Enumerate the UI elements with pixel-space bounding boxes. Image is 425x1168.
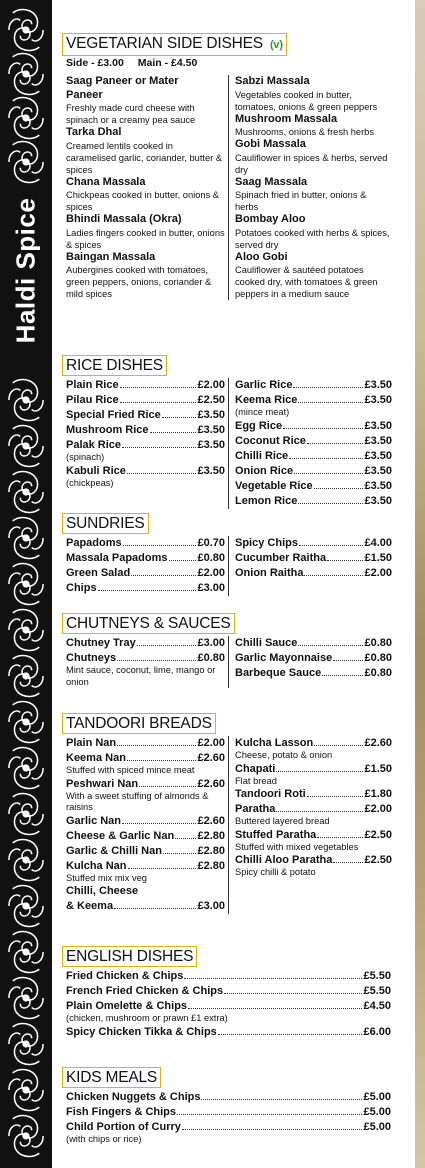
chutneys-left-column <box>62 636 225 688</box>
paisley-motif <box>9 747 43 788</box>
paisley-motif <box>9 839 43 880</box>
paisley-motif <box>9 9 43 50</box>
dot-leader <box>327 560 363 561</box>
dot-leader <box>317 837 363 838</box>
item-price: £2.80 <box>197 829 225 842</box>
dot-leader <box>184 978 362 979</box>
dot-leader <box>139 786 196 787</box>
item-price: £5.50 <box>363 985 391 997</box>
menu-item <box>235 494 392 509</box>
paisley-motif <box>9 1023 43 1064</box>
item-name: Plain Rice <box>66 379 119 391</box>
menu-item <box>66 566 225 581</box>
dot-leader <box>333 862 363 863</box>
item-name: Fish Fingers & Chips <box>66 1106 177 1118</box>
paisley-motif <box>9 1115 43 1156</box>
item-name: Onion Raitha <box>235 567 304 579</box>
dish-desc: Spinach fried in butter, onions & herbs <box>235 190 367 212</box>
item-note: Spicy chilli & potato <box>235 867 316 877</box>
item-price: £4.50 <box>363 1000 391 1012</box>
brand-name <box>0 170 52 370</box>
item-name: Palak Rice <box>66 439 122 451</box>
item-name: Kabuli Rice <box>66 464 126 477</box>
dot-leader <box>298 503 363 504</box>
item-price: £2.00 <box>364 803 392 815</box>
dish-name: Gobi Massala <box>235 138 306 150</box>
veg-prices <box>62 57 392 69</box>
item-name: Spicy Chicken Tikka & Chips <box>66 1025 217 1038</box>
item-name: Coconut Rice <box>235 434 306 447</box>
item-name: Plain Nan <box>66 737 117 749</box>
menu-item <box>66 536 225 551</box>
menu-item <box>66 899 225 914</box>
item-name: Chutneys <box>66 652 117 664</box>
menu-item <box>66 1120 391 1135</box>
item-note: Flat bread <box>235 775 277 786</box>
paisley-motif <box>9 655 43 696</box>
breads-right-column <box>228 736 392 914</box>
dish-name: Saag Paneer or Mater Paneer <box>66 75 179 101</box>
item-name: & Keema <box>66 900 114 912</box>
menu-item <box>235 419 392 434</box>
dish-desc: Aubergines cooked with tomatoes, green peppers, onions, coriander & mild spices <box>66 265 212 299</box>
dot-leader <box>131 575 196 576</box>
dot-leader <box>314 745 363 746</box>
item-price: £3.50 <box>364 419 392 432</box>
dot-leader <box>162 417 197 418</box>
item-price: £3.00 <box>197 637 225 649</box>
item-name: Tandoori Roti <box>235 788 306 800</box>
item-price: £3.50 <box>364 449 392 462</box>
item-name: Egg Rice <box>235 419 283 432</box>
item-price: £3.50 <box>197 439 225 451</box>
item-price: £2.00 <box>197 567 225 579</box>
dot-leader <box>307 443 364 444</box>
menu-item <box>66 859 225 874</box>
item-name: Garlic & Chilli Nan <box>66 844 162 857</box>
menu-item <box>66 844 225 859</box>
dot-leader <box>299 545 364 546</box>
section-title: TANDOORI BREADS <box>62 713 216 734</box>
veg-right-column <box>228 75 392 300</box>
dish-name: Aloo Gobi <box>235 250 288 263</box>
paisley-motif <box>9 97 43 138</box>
menu-item <box>66 408 225 423</box>
breads-section <box>62 713 392 914</box>
menu-item <box>235 479 392 494</box>
item-name: Keema Rice <box>235 394 298 406</box>
menu-item <box>235 666 392 681</box>
dot-leader <box>283 428 363 429</box>
menu-item <box>66 814 225 829</box>
dot-leader <box>333 660 363 661</box>
dot-leader <box>117 660 196 661</box>
item-name: Chilli Aloo Paratha <box>235 854 333 866</box>
item-price: £3.50 <box>364 434 392 447</box>
item-price: £3.50 <box>364 394 392 406</box>
item-price: £2.60 <box>364 737 392 749</box>
item-name: Cheese & Garlic Nan <box>66 829 175 842</box>
dot-leader <box>122 823 196 824</box>
item-name: Peshwari Nan <box>66 777 139 790</box>
paisley-motif <box>9 53 43 94</box>
menu-item <box>66 636 225 651</box>
item-name: Vegetable Rice <box>235 479 313 492</box>
paisley-motif <box>9 885 43 926</box>
dish-desc: Cauliflower & sautéed potatoes cooked dry, with tomatoes & green peppers in a medium sauce <box>235 265 378 299</box>
dot-leader <box>120 387 197 388</box>
dish-desc: Creamed lentils cooked in caramelised garlic, coriander, butter & spices <box>66 140 223 175</box>
menu-item <box>235 853 392 868</box>
menu-item <box>235 651 392 666</box>
dot-leader <box>298 645 363 646</box>
dish-name: Sabzi Massala <box>235 75 310 87</box>
item-price: £3.50 <box>197 464 225 477</box>
item-name: Massala Papadoms <box>66 552 168 564</box>
dot-leader <box>127 760 197 761</box>
item-name: Fried Chicken & Chips <box>66 970 184 982</box>
dot-leader <box>224 993 362 994</box>
item-name: Garlic Mayonnaise <box>235 652 333 664</box>
item-note: (mince meat) <box>235 407 290 417</box>
dot-leader <box>276 771 363 772</box>
paisley-motif <box>9 931 43 972</box>
item-name: Onion Rice <box>235 464 294 477</box>
item-price: £3.50 <box>364 379 392 391</box>
english-list <box>62 969 391 1040</box>
menu-item <box>235 566 392 581</box>
item-price: £6.00 <box>363 1025 391 1038</box>
menu-item <box>66 393 225 408</box>
main-price: Main - £4.50 <box>137 57 198 69</box>
item-price: £3.50 <box>364 464 392 477</box>
menu-item <box>66 999 391 1014</box>
item-price: £2.50 <box>364 828 392 841</box>
menu-item <box>235 536 392 551</box>
dot-leader <box>293 387 363 388</box>
item-price: £0.80 <box>197 652 225 664</box>
item-price: £5.00 <box>363 1091 391 1103</box>
item-price: £0.80 <box>197 552 225 564</box>
item-price: £2.50 <box>364 854 392 866</box>
dot-leader <box>304 575 363 576</box>
item-name: Pilau Rice <box>66 394 119 406</box>
brand-text: Haldi Spice <box>10 197 41 343</box>
item-price: £1.50 <box>364 552 392 564</box>
item-price: £2.60 <box>197 777 225 790</box>
dot-leader <box>175 838 196 839</box>
item-note: Buttered layered bread <box>235 816 330 826</box>
item-name: Chutney Tray <box>66 637 136 649</box>
dot-leader <box>98 590 197 591</box>
item-price: £1.80 <box>364 788 392 800</box>
item-price: £2.60 <box>197 752 225 764</box>
menu-item <box>66 1105 391 1120</box>
sundries-section <box>62 513 392 596</box>
item-price: £2.60 <box>197 814 225 827</box>
dish-desc: Potatoes cooked with herbs & spices, served dry <box>235 227 390 250</box>
dot-leader <box>137 645 197 646</box>
item-name: Garlic Rice <box>235 379 293 391</box>
item-name: Plain Omelette & Chips <box>66 1000 188 1012</box>
paisley-motif <box>9 1069 43 1110</box>
rice-section <box>62 355 392 509</box>
menu-item <box>66 438 225 453</box>
item-name: Keema Nan <box>66 752 126 764</box>
dish-desc: Freshly made curd cheese with spinach or a creamy pea sauce <box>66 103 196 125</box>
menu-item <box>235 736 392 751</box>
dish-name: Mushroom Massala <box>235 112 338 125</box>
item-note: (chickpeas) <box>66 477 114 488</box>
dish-name: Bhindi Massala (Okra) <box>66 213 182 225</box>
menu-item <box>66 984 391 999</box>
menu-item <box>235 762 392 777</box>
menu-item <box>235 464 392 479</box>
dish-desc: Cauliflower in spices & herbs, served dry <box>235 152 388 175</box>
paisley-motif <box>9 379 43 420</box>
veg-side-section <box>62 33 392 300</box>
item-name: Lemon Rice <box>235 494 298 507</box>
item-name: French Fried Chicken & Chips <box>66 985 224 997</box>
item-price: £2.00 <box>364 567 392 579</box>
section-title: ENGLISH DISHES <box>62 946 197 967</box>
menu-item <box>235 636 392 651</box>
dot-leader <box>201 1099 362 1100</box>
english-section <box>62 946 392 1040</box>
menu-item <box>66 751 225 766</box>
dot-leader <box>188 1008 362 1009</box>
section-title: SUNDRIES <box>62 513 149 534</box>
menu-item <box>235 378 392 393</box>
section-title: CHUTNEYS & SAUCES <box>62 613 235 634</box>
item-name: Chilli, Cheese <box>66 885 139 897</box>
paisley-motif <box>9 701 43 742</box>
item-name: Barbeque Sauce <box>235 667 322 679</box>
sundries-right-column <box>228 536 392 596</box>
dish-name: Saag Massala <box>235 175 308 188</box>
item-note: Stuffed mix mix veg <box>66 872 147 883</box>
dish-name: Bombay Aloo <box>235 213 306 225</box>
menu-item <box>66 1090 391 1105</box>
item-name: Stuffed Paratha <box>235 828 317 841</box>
menu-item <box>235 551 392 566</box>
menu-item <box>66 551 225 566</box>
item-name: Green Salad <box>66 567 131 579</box>
dot-leader <box>150 432 197 433</box>
dot-leader <box>298 402 363 403</box>
side-price: Side - £3.00 <box>66 57 124 69</box>
section-title <box>62 33 287 56</box>
item-name: Chicken Nuggets & Chips <box>66 1091 201 1103</box>
rice-right-column <box>228 378 392 509</box>
item-name: Kulcha Nan <box>66 859 127 872</box>
paisley-motif <box>9 609 43 650</box>
item-name: Paratha <box>235 803 276 815</box>
title-text: VEGETARIAN SIDE DISHES <box>66 35 263 52</box>
dot-leader <box>127 473 197 474</box>
dot-leader <box>294 473 363 474</box>
item-note: Stuffed with spiced mince meat <box>66 765 195 775</box>
dish-name: Chana Massala <box>66 175 146 188</box>
item-price: £0.80 <box>364 667 392 679</box>
paisley-motif <box>9 977 43 1018</box>
dot-leader <box>307 796 364 797</box>
menu-item <box>66 736 225 751</box>
item-name: Spicy Chips <box>235 537 298 549</box>
item-price: £3.50 <box>197 409 225 421</box>
menu-item <box>235 434 392 449</box>
paisley-motif <box>9 471 43 512</box>
dot-leader <box>218 1034 363 1035</box>
dot-leader <box>114 908 196 909</box>
item-price: £4.00 <box>364 537 392 549</box>
dish-desc: Vegetables cooked in butter, tomatoes, onions & green peppers <box>235 89 378 112</box>
dot-leader <box>120 402 197 403</box>
item-note: Stuffed with mixed vegetables <box>235 841 359 852</box>
dish-desc: Mushrooms, onions & fresh herbs <box>235 127 374 137</box>
menu-item <box>235 449 392 464</box>
item-price: £3.50 <box>364 494 392 507</box>
item-note: (spinach) <box>66 452 105 462</box>
dot-leader <box>169 560 197 561</box>
chutneys-section <box>62 613 392 688</box>
item-price: £2.80 <box>197 859 225 872</box>
menu-item <box>66 829 225 844</box>
item-price: £0.80 <box>364 637 392 649</box>
veg-left-column <box>62 75 225 300</box>
item-name: Garlic Nan <box>66 814 122 827</box>
chutneys-right-column <box>228 636 392 688</box>
item-price: £2.50 <box>197 394 225 406</box>
dish-desc: Ladies fingers cooked in butter, onions & spices <box>66 227 225 250</box>
menu-item <box>66 651 225 666</box>
dot-leader <box>123 545 197 546</box>
item-name: Kulcha Lasson <box>235 737 314 749</box>
dot-leader <box>314 488 364 489</box>
menu-item <box>66 1025 391 1040</box>
decorative-edge <box>415 0 425 1168</box>
item-note: Mint sauce, coconut, lime, mango or onion <box>66 665 216 687</box>
item-price: £5.50 <box>363 970 391 982</box>
section-title: RICE DISHES <box>62 355 167 376</box>
dot-leader <box>177 1114 362 1115</box>
sundries-left-column <box>62 536 225 596</box>
item-price: £3.50 <box>197 424 225 436</box>
menu-item <box>66 581 225 596</box>
menu-item <box>66 969 391 984</box>
item-name: Papadoms <box>66 537 122 549</box>
dot-leader <box>276 811 363 812</box>
item-name: Chips <box>66 582 97 594</box>
paisley-motif <box>9 517 43 558</box>
dot-leader <box>182 1129 363 1130</box>
item-name: Special Fried Rice <box>66 409 161 421</box>
menu-item <box>235 802 392 817</box>
dot-leader <box>289 458 363 459</box>
item-note: (chicken, mushroom or prawn £1 extra) <box>66 1013 228 1023</box>
item-price: £0.70 <box>197 537 225 549</box>
menu-item <box>235 393 392 408</box>
menu-item <box>235 787 392 802</box>
rice-left-column <box>62 378 225 509</box>
dot-leader <box>163 853 197 854</box>
item-price: £3.00 <box>197 582 225 594</box>
item-name: Chapati <box>235 762 276 775</box>
vegetarian-mark: (v) <box>269 39 283 51</box>
kids-list <box>62 1090 391 1146</box>
dish-name: Baingan Massala <box>66 250 156 263</box>
menu-item <box>66 464 225 479</box>
item-name: Chilli Rice <box>235 449 289 462</box>
kids-section <box>62 1067 392 1146</box>
dot-leader <box>122 447 196 448</box>
item-price: £1.50 <box>364 762 392 775</box>
paisley-motif <box>9 563 43 604</box>
item-note: Cheese, potato & onion <box>235 750 333 760</box>
dot-leader <box>128 868 197 869</box>
item-name: Cucumber Raitha <box>235 552 327 564</box>
item-price: £3.00 <box>197 900 225 912</box>
item-price: £5.00 <box>363 1106 391 1118</box>
item-name: Child Portion of Curry <box>66 1121 181 1133</box>
item-note: With a sweet stuffing of almonds & raisins <box>66 790 209 812</box>
item-note: (with chips or rice) <box>66 1134 142 1144</box>
dot-leader <box>117 745 196 746</box>
menu-item <box>66 777 225 792</box>
menu-item <box>235 828 392 843</box>
item-price: £2.00 <box>197 737 225 749</box>
item-price: £0.80 <box>364 652 392 664</box>
item-name: Chilli Sauce <box>235 637 298 649</box>
dish-name: Tarka Dhal <box>66 126 122 138</box>
paisley-motif <box>9 425 43 466</box>
dish-desc: Chickpeas cooked in butter, onions & spices <box>66 190 219 212</box>
menu-item <box>66 884 225 899</box>
item-price: £2.80 <box>197 844 225 857</box>
item-name: Mushroom Rice <box>66 424 149 436</box>
menu-item <box>66 378 225 393</box>
dot-leader <box>322 675 363 676</box>
item-price: £3.50 <box>364 479 392 492</box>
paisley-motif <box>9 793 43 834</box>
item-price: £2.00 <box>197 379 225 391</box>
item-price: £5.00 <box>363 1121 391 1133</box>
section-title: KIDS MEALS <box>62 1067 161 1088</box>
breads-left-column <box>62 736 225 914</box>
sidebar <box>0 0 52 1168</box>
menu-item <box>66 423 225 438</box>
